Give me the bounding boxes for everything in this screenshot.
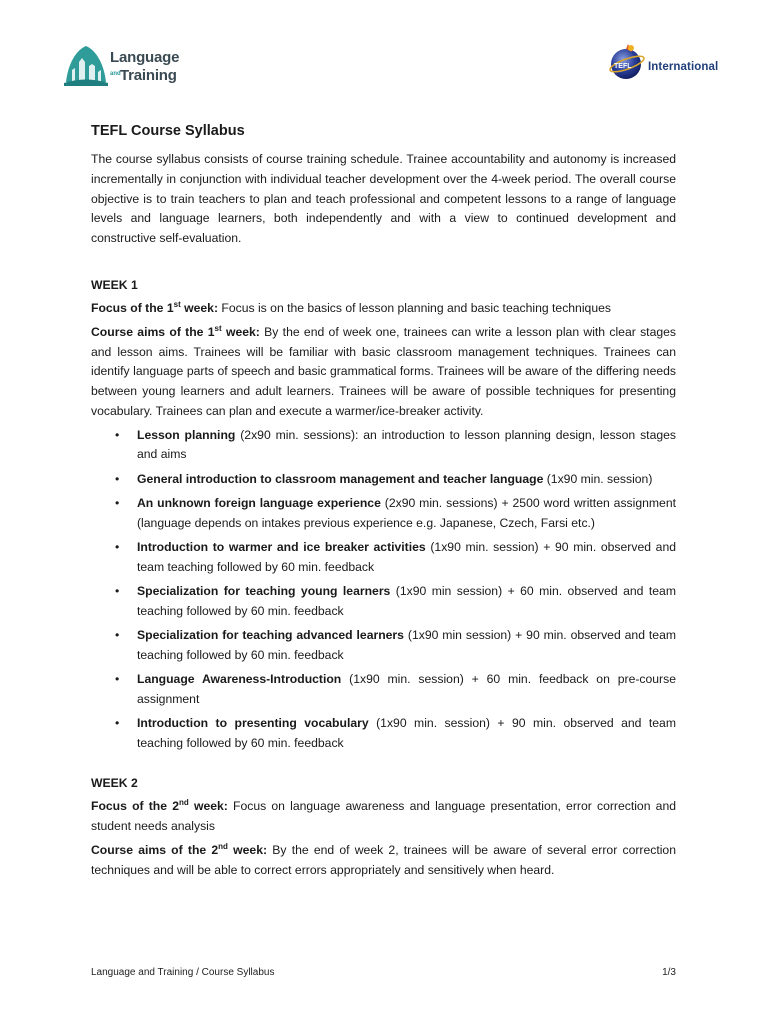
week-1-focus-label: Focus of the 1st week:	[91, 299, 219, 315]
page-title: TEFL Course Syllabus	[91, 123, 245, 139]
week-2-focus	[91, 797, 676, 837]
week-1-heading: WEEK 1	[91, 277, 138, 292]
bullet-icon: •	[115, 716, 120, 731]
week-2-aims	[91, 841, 676, 881]
footer-document-title: Language and Training / Course Syllabus	[91, 967, 275, 978]
list-item: • Specialization for teaching advanced learners (1x90 min session) + 90 min. observed and team teaching followed by 60 min. feedback	[115, 628, 676, 662]
page-footer	[91, 967, 676, 978]
bullet-icon: •	[115, 628, 120, 643]
bullet-icon: •	[115, 427, 120, 442]
week-1-aims-label: Course aims of the 1st week:	[91, 323, 260, 339]
week-1-aims-text: By the end of week one, trainees can write a lesson plan with clear stages and lesson aims. Trainees will be familiar with basic classroom management techniques. Trainees can identify language parts of speech and basic grammatical forms. Trainees will be aware of the differing needs between young learners and adult learners. Trainees will be aware of possible techniques for presenting vocabulary. Trainees can plan and execute a warmer/ice-breaker activity.	[91, 324, 676, 418]
week-2-heading: WEEK 2	[91, 776, 138, 791]
page-number: 1/3	[662, 967, 676, 978]
list-item: • General introduction to classroom management and teacher language (1x90 min. session)	[91, 470, 676, 490]
tefl-international-logo	[606, 40, 730, 84]
list-item: • Introduction to warmer and ice breaker activities (1x90 min. session) + 90 min. observed and team teaching followed by 60 min. feedback	[115, 540, 677, 574]
intro-paragraph: The course syllabus consists of course training schedule. Trainee accountability and autonomy is increased incrementally in conjunction with individual teacher development over the 4-week period. The overall course objective is to train teachers to plan and teach professional and competent lessons to a range of language levels and language learners, both independently and with a view to continued development and constructive self-evaluation.	[91, 152, 676, 246]
logo-word-language: Language	[110, 49, 180, 66]
language-and-training-logo	[64, 44, 194, 88]
bullet-icon: •	[115, 672, 120, 687]
tefl-badge-text: TEFL	[614, 63, 632, 70]
week-1-focus	[91, 299, 676, 319]
globe-logo-icon	[606, 40, 648, 84]
list-item: • Specialization for teaching young learners (1x90 min session) + 60 min. observed and team teaching followed by 60 min. feedback	[115, 584, 676, 618]
list-item: • An unknown foreign language experience (2x90 min. sessions) + 2500 word written assignment (language depends on intakes previous experience e.g. Japanese, Czech, Farsi etc.)	[115, 496, 676, 530]
logo-word-and: and	[110, 71, 121, 77]
week-1-focus-text: Focus is on the basics of lesson planning and basic teaching techniques	[218, 300, 611, 315]
bullet-icon: •	[115, 471, 120, 486]
list-item: • Language Awareness-Introduction (1x90 min. session) + 60 min. feedback on pre-course assignment	[115, 672, 676, 706]
week-2-focus-label: Focus of the 2nd week:	[91, 798, 228, 814]
bullet-icon: •	[115, 496, 120, 511]
week-2-aims-text: By the end of week 2, trainees will be aware of several error correction techniques and will be able to correct errors appropriately and sensitively when heard.	[91, 842, 676, 877]
list-item: • Lesson planning (2x90 min. sessions): an introduction to lesson planning design, lesson stages and aims	[115, 427, 676, 462]
week-1-aims	[91, 323, 676, 422]
castle-logo-icon	[64, 44, 108, 86]
logo-word-international: International	[648, 61, 719, 73]
bullet-icon: •	[115, 540, 120, 555]
week-2-focus-text: Focus on language awareness and language presentation, error correction and student needs analysis	[91, 799, 676, 834]
week-1-session-list	[91, 426, 676, 754]
logo-word-training: Training	[120, 67, 177, 84]
document-body	[91, 121, 676, 880]
week-2-aims-label: Course aims of the 2nd week:	[91, 841, 268, 857]
list-item: • Introduction to presenting vocabulary (1x90 min. session) + 90 min. observed and team teaching followed by 60 min. feedback	[115, 716, 676, 750]
bullet-icon: •	[115, 584, 120, 599]
